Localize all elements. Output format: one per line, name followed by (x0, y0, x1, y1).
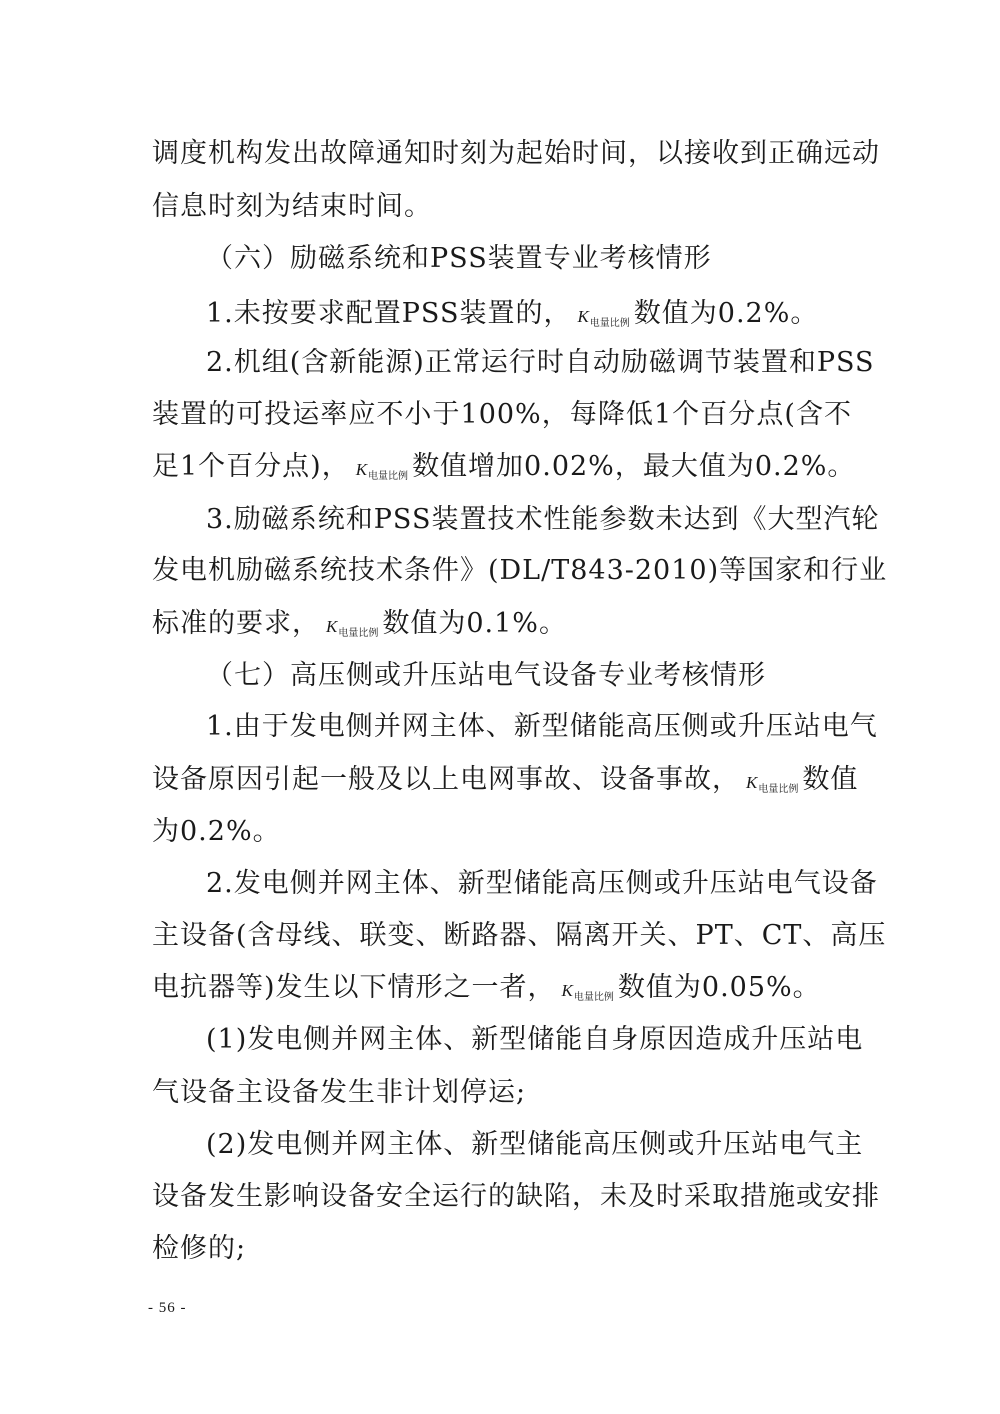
text-line: 气设备主设备发生非计划停运; (152, 1077, 527, 1108)
text-line: 2.发电侧并网主体、新型储能高压侧或升压站电气设备 (206, 868, 878, 899)
text-line: 3.励磁系统和PSS装置技术性能参数未达到《大型汽轮 (206, 504, 880, 535)
text-line: 1.未按要求配置PSS装置的， $K_{电量比例}$ 数值为0.2%。 (206, 298, 819, 329)
k-ratio-symbol: $K_{电量比例}$ (577, 307, 630, 329)
text-line: 电抗器等)发生以下情形之一者， $K_{电量比例}$ 数值为0.05%。 (152, 972, 821, 1003)
text-line: 标准的要求， $K_{电量比例}$ 数值为0.1%。 (152, 608, 567, 639)
text-line: 调度机构发出故障通知时刻为起始时间，以接收到正确远动 (152, 138, 880, 169)
text-line: 为0.2%。 (152, 816, 281, 847)
text-line: 设备发生影响设备安全运行的缺陷，未及时采取措施或安排 (152, 1181, 880, 1212)
text-line: 主设备(含母线、联变、断路器、隔离开关、PT、CT、高压 (152, 920, 887, 951)
text-line: 检修的; (152, 1233, 247, 1264)
text-line: 设备原因引起一般及以上电网事故、设备事故， $K_{电量比例}$ 数值 (152, 764, 859, 795)
text-line: 发电机励磁系统技术条件》(DL/T843-2010)等国家和行业 (152, 555, 888, 586)
page-number: - 56 - (148, 1300, 187, 1316)
k-ratio-symbol: $K_{电量比例}$ (561, 981, 614, 1003)
text-line: 1.由于发电侧并网主体、新型储能高压侧或升压站电气 (206, 711, 878, 742)
text-line: 足1个百分点)， $K_{电量比例}$ 数值增加0.02%，最大值为0.2%。 (152, 451, 856, 482)
list-item-2: (2)发电侧并网主体、新型储能高压侧或升压站电气主 (206, 1129, 864, 1160)
section-heading-7: （七）高压侧或升压站电气设备专业考核情形 (206, 660, 766, 691)
k-ratio-symbol: $K_{电量比例}$ (355, 460, 409, 482)
text-line: 信息时刻为结束时间。 (152, 191, 432, 222)
section-heading-6: （六）励磁系统和PSS装置专业考核情形 (206, 243, 712, 274)
text-line: 2.机组(含新能源)正常运行时自动励磁调节装置和PSS (206, 347, 875, 378)
list-item-1: (1)发电侧并网主体、新型储能自身原因造成升压站电 (206, 1024, 864, 1055)
k-ratio-symbol: $K_{电量比例}$ (326, 617, 379, 639)
k-ratio-symbol: $K_{电量比例}$ (746, 773, 799, 795)
text-line: 装置的可投运率应不小于100%，每降低1个百分点(含不 (152, 399, 852, 430)
